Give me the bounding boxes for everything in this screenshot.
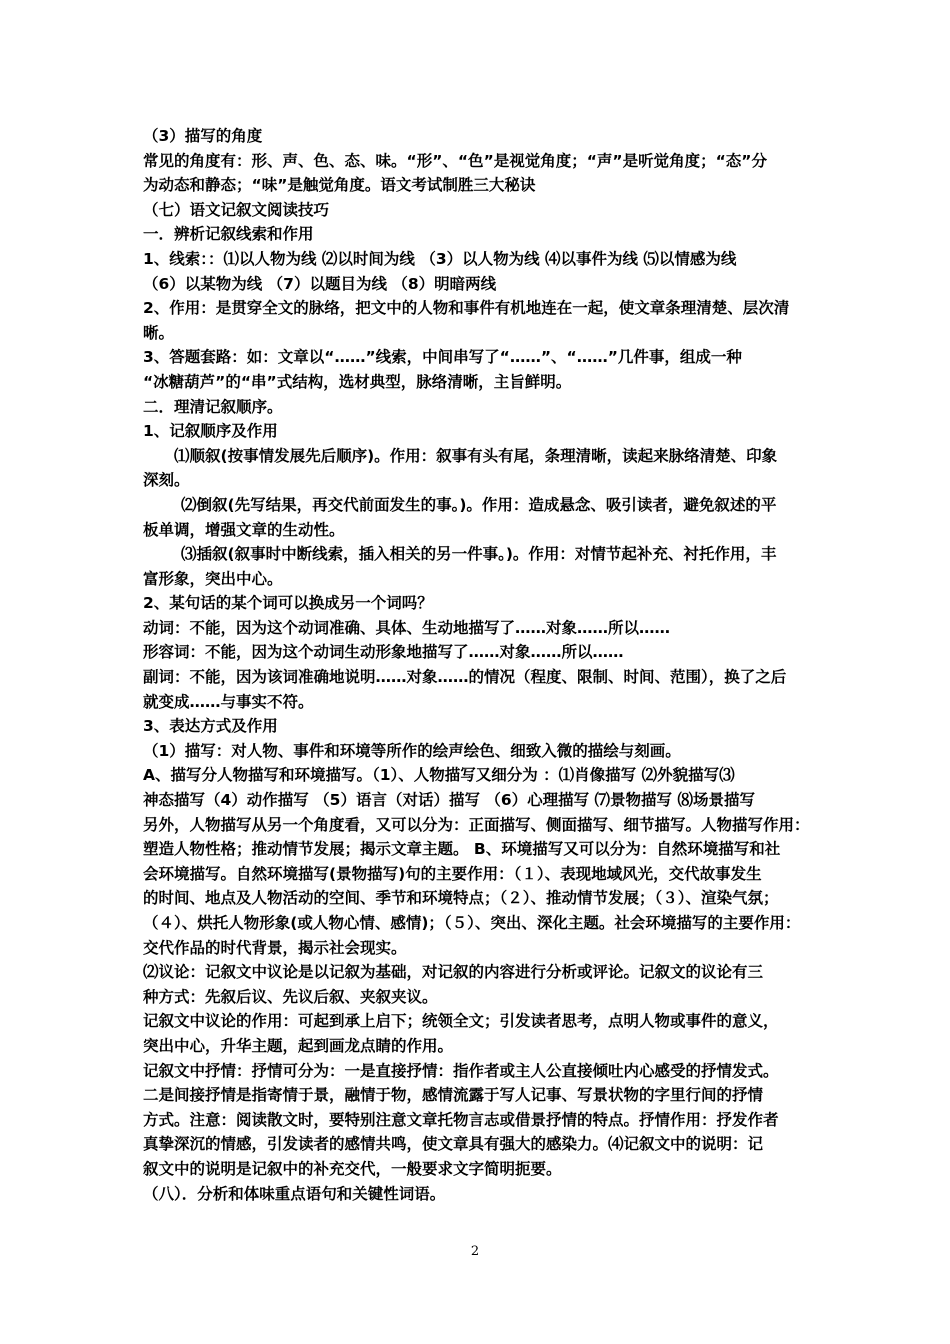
text-line: ⑶插叙(叙事时中断线索，插入相关的另一件事。)。作用：对情节起补充、衬托作用，丰	[181, 545, 777, 564]
text-line: 的时间、地点及人物活动的空间、季节和环境特点；（２）、推动情节发展；（３）、渲染气氛；	[143, 889, 779, 908]
text-line: （1）描写：对人物、事件和环境等所作的绘声绘色、细致入微的描绘与刻画。	[143, 741, 681, 760]
text-line: 形容词：不能，因为这个动词生动形象地描写了……对象……所以……	[143, 643, 624, 662]
text-line: 二是间接抒情是指寄情于景，融情于物，感情流露于写人记事、写景状物的字里行间的抒情	[143, 1086, 764, 1105]
text-line: 副词：不能，因为该词准确地说明……对象……的情况（程度、限制、时间、范围），换了之后	[143, 668, 787, 687]
text-line: 深刻。	[143, 471, 190, 490]
text-line: 叙文中的说明是记叙中的补充交代，一般要求文字简明扼要。	[143, 1159, 562, 1178]
text-line: 会环境描写。自然环境描写(景物描写)句的主要作用：（１）、表现地域风光，交代故事发生	[143, 864, 762, 883]
text-line: 1、记叙顺序及作用	[143, 422, 278, 441]
text-line: 突出中心，升华主题，起到画龙点睛的作用。	[143, 1036, 454, 1055]
section-heading: （八）．分析和体味重点语句和关键性词语。	[143, 1184, 446, 1203]
document-body	[143, 124, 813, 1206]
text-line: 记叙文中议论的作用：可起到承上启下；统领全文；引发读者思考，点明人物或事件的意义，	[143, 1012, 779, 1031]
text-line: 1、线索：：⑴以人物为线 ⑵以时间为线 （3）以人物为线 ⑷以事件为线 ⑸以情感为线	[143, 249, 737, 268]
text-line: 种方式：先叙后议、先议后叙、夹叙夹议。	[143, 987, 438, 1006]
text-line: 交代作品的时代背景，揭示社会现实。	[143, 938, 407, 957]
text-line: 另外，人物描写从另一个角度看，又可以分为：正面描写、侧面描写、细节描写。人物描写作用：	[143, 815, 810, 834]
text-line: 就变成……与事实不符。	[143, 692, 314, 711]
text-line: 动词：不能，因为这个动词准确、具体、生动地描写了……对象……所以……	[143, 618, 671, 637]
text-line: 3、答题套路：如：文章以“……”线索，中间串写了“……”、“……”几件事，组成一种	[143, 348, 742, 367]
text-line: 塑造人物性格；推动情节发展；揭示文章主题。 B、环境描写又可以分为：自然环境描写和社	[143, 840, 781, 859]
text-line: ⑵议论：记叙文中议论是以记叙为基础，对记叙的内容进行分析或评论。记叙文的议论有三	[143, 963, 764, 982]
page-number: 2	[470, 1244, 480, 1259]
section-heading: 一．辨析记叙线索和作用	[143, 225, 314, 244]
text-line: “冰糖葫芦”的“串”式结构，选材典型，脉络清晰，主旨鲜明。	[143, 372, 572, 391]
text-line: 晰。	[143, 323, 175, 342]
text-line: （４）、烘托人物形象(或人物心情、感情)；（５）、突出、深化主题。社会环境描写的主要作用：	[143, 914, 801, 932]
text-line: 常见的角度有：形、声、色、态、味。“形”、“色”是视觉角度；“声”是听觉角度；“态”分	[143, 151, 767, 170]
section-heading: 二．理清记叙顺序。	[143, 397, 283, 416]
text-line: 2、某句话的某个词可以换成另一个词吗？	[143, 594, 433, 613]
text-line: 2、作用：是贯穿全文的脉络，把文中的人物和事件有机地连在一起，使文章条理清楚、层次清	[143, 299, 790, 318]
text-line: 记叙文中抒情：抒情可分为：一是直接抒情：指作者或主人公直接倾吐内心感受的抒情发式。	[143, 1061, 779, 1080]
text-line: 富形象，突出中心。	[143, 569, 283, 588]
text-line: 3、表达方式及作用	[143, 717, 278, 736]
text-line: 神态描写（4）动作描写 （5）语言（对话）描写 （6）心理描写 ⑺景物描写 ⑻场景描写	[143, 791, 755, 810]
text-line: （3）描写的角度	[143, 127, 263, 145]
text-line: 真挚深沉的情感，引发读者的感情共鸣，使文章具有强大的感染力。⑷记叙文中的说明：记	[143, 1135, 764, 1154]
text-line: 板单调，增强文章的生动性。	[143, 520, 345, 539]
text-line: 方式。注意：阅读散文时，要特别注意文章托物言志或借景抒情的特点。抒情作用：抒发作者	[143, 1110, 779, 1129]
text-line: ⑴顺叙(按事情发展先后顺序)。作用：叙事有头有尾，条理清晰，读起来脉络清楚、印象	[174, 446, 778, 465]
section-heading: （七）语文记叙文阅读技巧	[143, 200, 330, 219]
text-line: （6）以某物为线 （7）以题目为线 （8）明暗两线	[143, 274, 497, 293]
text-line: ⑵倒叙(先写结果，再交代前面发生的事。)。作用：造成悬念、吸引读者，避免叙述的平	[181, 495, 777, 514]
text-line: A、描写分人物描写和环境描写。（1）、人物描写又细分为 ：⑴肖像描写 ⑵外貌描写⑶	[143, 766, 735, 785]
text-line: 为动态和静态；“味”是触觉角度。语文考试制胜三大秘诀	[143, 176, 536, 195]
